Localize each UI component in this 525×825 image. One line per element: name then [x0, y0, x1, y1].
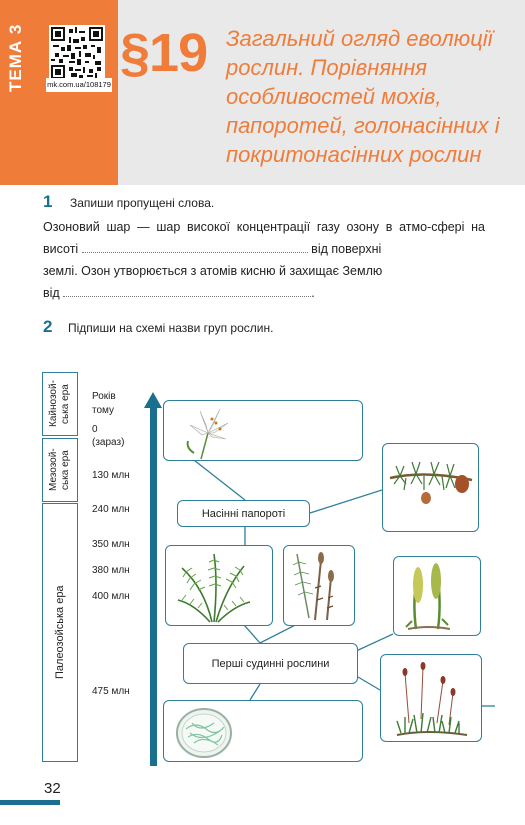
- task-1-instruction: Запиши пропущені слова.: [70, 196, 215, 210]
- fern-icon: [174, 548, 254, 624]
- tick-0: 0: [92, 424, 98, 435]
- task-1-text-d: від: [43, 286, 60, 300]
- tick-240: 240 млн: [92, 504, 130, 515]
- plant-box-horsetail[interactable]: [283, 545, 355, 626]
- plant-box-lily[interactable]: [163, 400, 363, 461]
- era-cenozoic: Кайнозой-ська ера: [42, 372, 78, 436]
- plant-box-larch[interactable]: [382, 443, 479, 532]
- task-2-number: 2: [43, 317, 53, 336]
- theme-label: ТЕМА 3: [6, 23, 25, 92]
- qr-url[interactable]: mk.com.ua/108179: [46, 78, 112, 92]
- horsetail-icon: [287, 548, 353, 624]
- task-1-text-c: землі. Озон утворюється з атомів кисню й захищає Землю: [43, 264, 383, 278]
- algae-dish-icon: [174, 703, 234, 761]
- tick-130: 130 млн: [92, 470, 130, 481]
- label-seed-ferns[interactable]: Насінні папороті: [177, 500, 310, 527]
- paragraph-number: §19: [120, 23, 208, 83]
- plant-box-fern[interactable]: [165, 545, 273, 626]
- larch-branch-icon: [386, 448, 476, 528]
- task-1-number: 1: [43, 192, 53, 211]
- axis-title-ago: тому: [92, 405, 115, 416]
- page-number: 32: [44, 780, 61, 797]
- plant-box-moss[interactable]: [380, 654, 482, 742]
- tick-350: 350 млн: [92, 539, 130, 550]
- plant-box-rhynia[interactable]: [393, 556, 481, 636]
- plant-box-algae[interactable]: [163, 700, 363, 762]
- task-1-text-e: .: [311, 286, 315, 300]
- tick-400: 400 млн: [92, 591, 130, 602]
- page-bar: [0, 800, 60, 805]
- page-title: Загальний огляд еволюції рослин. Порівняння особливостей мохів, папоротей, голонасінних і покритонасінних рослин: [226, 26, 500, 167]
- task-2-instruction: Підпиши на схемі назви груп рослин.: [68, 321, 274, 335]
- task-1-text-b: від поверхні: [311, 242, 382, 256]
- axis-title-years: Років: [92, 391, 116, 402]
- tick-380: 380 млн: [92, 565, 130, 576]
- moss-icon: [387, 659, 477, 739]
- tick-now: (зараз): [92, 437, 125, 448]
- tick-475: 475 млн: [92, 686, 130, 697]
- time-axis: [150, 404, 157, 766]
- era-paleozoic: Палеозойська ера: [42, 503, 78, 762]
- era-mesozoic: Мезозой-ська ера: [42, 438, 78, 502]
- label-first-vascular-plants[interactable]: Перші судинні рослини: [183, 643, 358, 684]
- lily-flower-icon: [176, 403, 236, 461]
- early-plant-icon: [398, 559, 478, 635]
- task-1-text-a: Озоновий шар — шар високої концентрації газу озону в атмо-сфері на висоті: [43, 220, 485, 256]
